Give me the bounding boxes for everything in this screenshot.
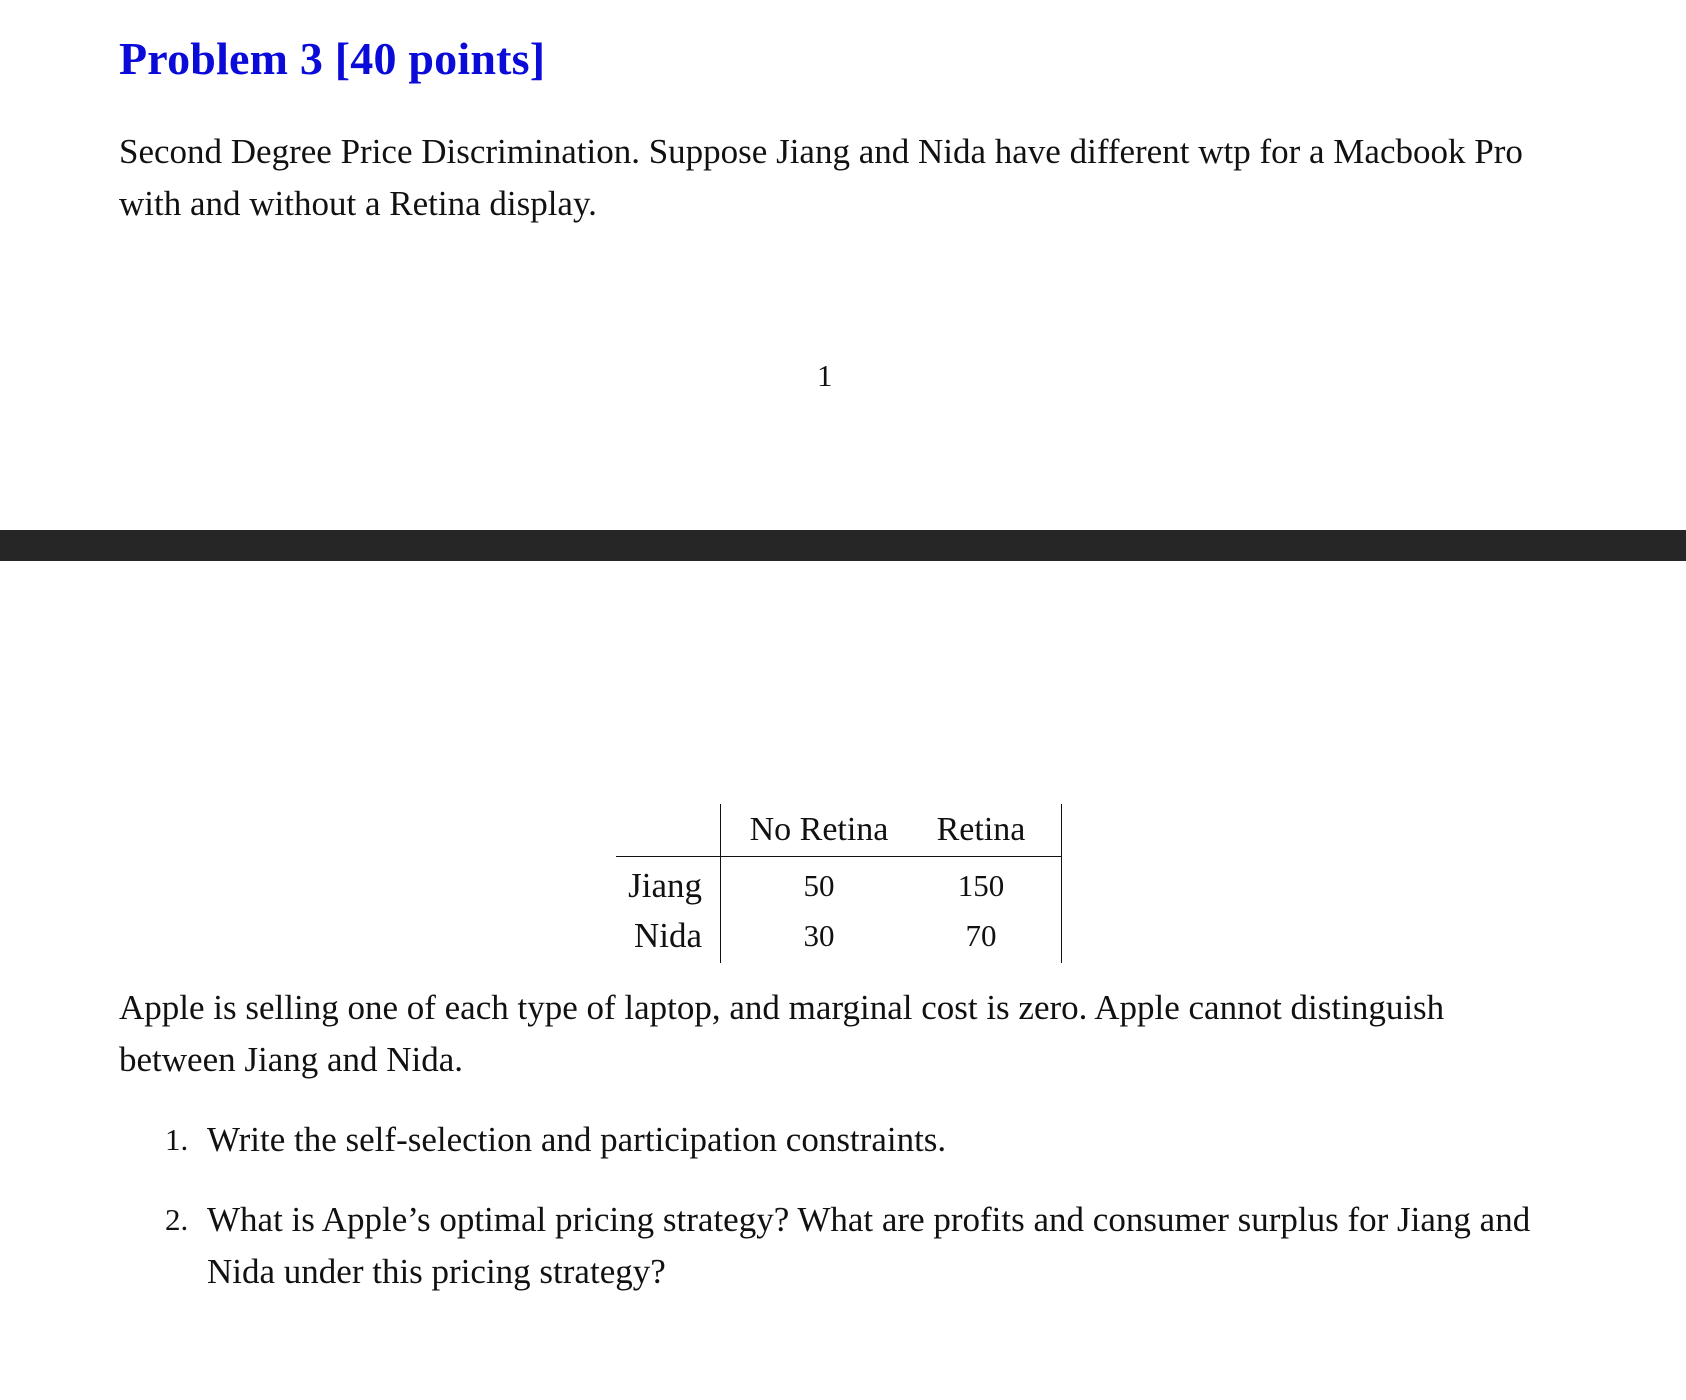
wtp-table (616, 804, 1062, 963)
intro-paragraph: Second Degree Price Discrimination. Suppose Jiang and Nida have different wtp for a Macbook Pro with and without a Retina display. (119, 132, 1523, 223)
question-text: What is Apple’s optimal pricing strategy? What are profits and consumer surplus for Jiang and Nida under this pricing strategy? (207, 1200, 1531, 1291)
page-divider (0, 530, 1686, 561)
table-row (616, 857, 1062, 912)
nida-retina-value: 70 (911, 911, 1062, 963)
jiang-retina-value: 150 (911, 857, 1062, 912)
column-header-no-retina: No Retina (721, 804, 912, 857)
question-text: Write the self-selection and participation constraints. (207, 1120, 947, 1159)
problem-title: Problem 3 [40 points] (119, 33, 546, 84)
page-number: 1 (817, 358, 833, 393)
wtp-table-corner-cell (616, 804, 721, 857)
nida-no-retina-value: 30 (721, 911, 912, 963)
column-header-retina: Retina (911, 804, 1062, 857)
question-item (119, 1194, 1539, 1298)
jiang-no-retina-value: 50 (721, 857, 912, 912)
question-item (119, 1114, 1539, 1166)
wtp-table-header-row (616, 804, 1062, 857)
row-label-jiang: Jiang (628, 866, 702, 905)
document-page-top (0, 0, 1686, 530)
question-list (119, 1114, 1539, 1326)
question-number: 2. (165, 1202, 189, 1237)
context-paragraph: Apple is selling one of each type of laptop, and marginal cost is zero. Apple cannot distinguish between Jiang and Nida. (119, 988, 1445, 1079)
table-row (616, 911, 1062, 963)
question-number: 1. (165, 1122, 189, 1157)
row-label-nida: Nida (633, 916, 702, 955)
